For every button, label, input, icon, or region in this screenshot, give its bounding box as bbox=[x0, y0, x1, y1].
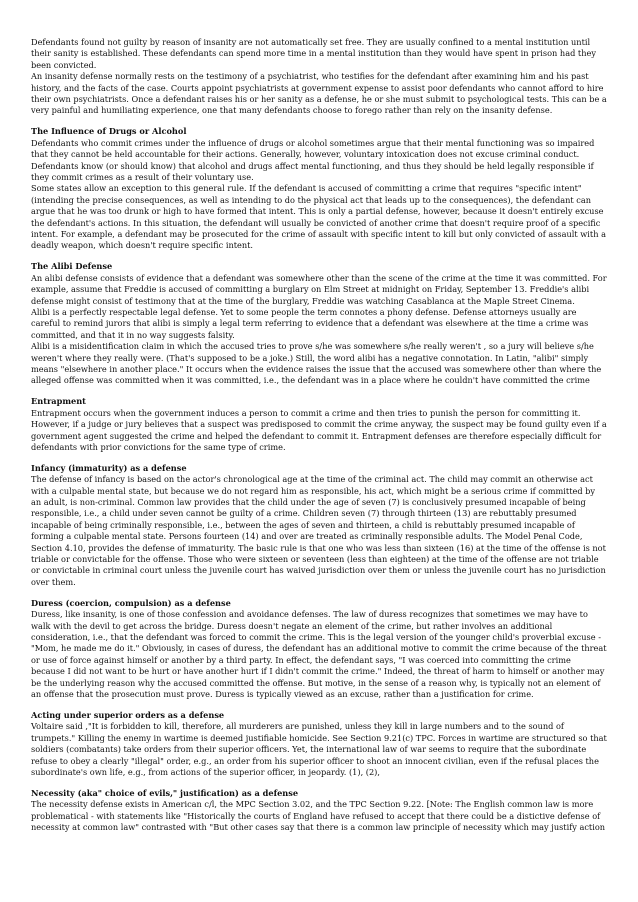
section-infancy bbox=[31, 463, 607, 588]
heading-entrapment: Entrapment bbox=[31, 396, 86, 407]
heading-necessity: Necessity (aka" choice of evils," justification) as a defense bbox=[31, 787, 299, 798]
paragraph-alibi-1: An alibi defense consists of evidence that a defendant was somewhere other than the scene of the crime at the time it was committed. For example, assume that Freddie is accused of committing a burglary on Elm Street at midnight on Friday, September 13. Freddie's alibi defense might consist of testimony that at the time of the burglary, Freddie was watching Casablanca at the Maple Street Cinema. bbox=[31, 272, 607, 306]
section-superior-orders bbox=[31, 710, 607, 778]
paragraph-alibi-2: Alibi is a perfectly respectable legal defense. Yet to some people the term connotes a phony defense. Defense attorneys usually are careful to remind jurors that alibi is simply a legal term referring to evidence that a defendant was elsewhere at the time a crime was committed, and that it in no way suggests falsity. bbox=[31, 306, 589, 340]
heading-duress: Duress (coercion, compulsion) as a defense bbox=[31, 597, 231, 608]
paragraph-insanity-psychiatrist: An insanity defense normally rests on the testimony of a psychiatrist, who testifies for the defendant after examining him and his past history, and the facts of the case. Courts appoint psychiatrists at government expense to assist poor defendants who cannot afford to hire their own psychiatrists. Once a defendant raises his or her sanity as a defense, he or she must submit to psychological tests. This can be a very painful and humiliating experience, one that many defendants choose to forego rather than rely on the insanity defense. bbox=[31, 71, 607, 116]
intro-section bbox=[31, 37, 607, 117]
heading-alibi: The Alibi Defense bbox=[31, 261, 113, 272]
paragraph-superior-orders-1: Voltaire said ,"It is forbidden to kill, therefore, all murderers are punished, unless they kill in large numbers and to the sound of trumpets." Killing the enemy in wartime is deemed justifiable homicide. See Section 9.21(c) TPC. Forces in wartime are structured so that soldiers (combatants) take orders from their superior officers. Yet, the international law of war seems to require that the subordinate refuse to obey a clearly "illegal" order, e.g., an order from his superior officer to shoot an innocent civilian, even if the refusal places the subordinate's own life, e.g., from actions of the superior officer, in jeopardy. (1), (2), bbox=[31, 721, 607, 777]
paragraph-alibi-3: Alibi is a misidentification claim in which the accused tries to prove s/he was somewhere s/he really weren't , so a jury will believe s/he weren't where they really were. (That's supposed to be a joke.) Still, the word alibi has a negative connotation. In Latin, "alibi" simply means "elsewhere in another place." It occurs when the evidence raises the issue that the accused was somewhere other than where the alleged offense was committed when it was committed, i.e., the defendant was in a place where he couldn't have committed the crime bbox=[31, 341, 602, 386]
paragraph-entrapment-1: Entrapment occurs when the government induces a person to commit a crime and then tries to punish the person for committing it. However, if a judge or jury believes that a suspect was predisposed to commit the crime anyway, the suspect may be found guilty even if a government agent suggested the crime and helped the defendant to commit it. Entrapment defenses are therefore especially difficult for defendants with prior convictions for the same type of crime. bbox=[31, 407, 607, 452]
paragraph-drugs-2: Some states allow an exception to this general rule. If the defendant is accused of committing a crime that requires "specific intent" (intending the precise consequences, as well as intending to do the physical act that leads up to the consequences), the defendant can argue that he was too drunk or high to have formed that intent. This is only a partial defense, however, because it doesn't entirely excuse the defendant's actions. In this situation, the defendant will usually be convicted of another crime that doesn't require proof of a specific intent. For example, a defendant may be prosecuted for the crime of assault with specific intent to kill but only convicted of assault with a deadly weapon, which doesn't require specific intent. bbox=[31, 183, 606, 251]
paragraph-duress-1: Duress, like insanity, is one of those confession and avoidance defenses. The law of duress recognizes that sometimes we may have to walk with the devil to get across the bridge. Duress doesn't negate an element of the crime, but rather involves an additional consideration, i.e., that the defendant was forced to commit the crime. This is the legal version of the younger child's proverbial excuse - "Mom, he made me do it." Obviously, in cases of duress, the defendant has an additional motive to commit the crime because of the threat or use of force against himself or another by a third party. In effect, the defendant says, "I was coerced into committing the crime because I did not want to be hurt or have another hurt if I didn't commit the crime." Indeed, the threat of harm to himself or another may be the underlying reason why the accused committed the offense. But motive, in the sense of a reason why, is typically not an element of an offense that the prosecution must prove. Duress is typically viewed as an excuse, rather than a justification for crime. bbox=[31, 609, 607, 700]
section-alibi bbox=[31, 261, 607, 386]
heading-infancy: Infancy (immaturity) as a defense bbox=[31, 462, 187, 473]
heading-superior-orders: Acting under superior orders as a defense bbox=[31, 709, 225, 720]
section-drugs-alcohol bbox=[31, 126, 607, 251]
section-necessity bbox=[31, 788, 607, 834]
heading-drugs-alcohol: The Influence of Drugs or Alcohol bbox=[31, 126, 187, 137]
paragraph-drugs-1: Defendants who commit crimes under the influence of drugs or alcohol sometimes argue that their mental functioning was so impaired that they cannot be held accountable for their actions. Generally, however, voluntary intoxication does not excuse criminal conduct. Defendants know (or should know) that alcohol and drugs affect mental functioning, and thus they should be held legally responsible if they commit crimes as a result of their voluntary use. bbox=[31, 137, 595, 182]
paragraph-infancy-1: The defense of infancy is based on the actor's chronological age at the time of the criminal act. The child may commit an otherwise act with a culpable mental state, but because we do not regard him as responsible, his act, which might be a serious crime if committed by an adult, is non-criminal. Common law provides that the child under the age of seven (7) is conclusively presumed incapable of being responsible, i.e., a child under seven cannot be guilty of a crime. Children seven (7) through thirteen (13) are rebuttably presumed incapable of being criminally responsible, i.e., between the ages of seven and thirteen, a child is rebuttably presumed incapable of forming a culpable mental state. Persons fourteen (14) and over are treated as criminally responsible adults. The Model Penal Code, Section 4.10, provides the defense of immaturity. The basic rule is that one who was less than sixteen (16) at the time of the offense is not triable or convictable for the offense. Those who were sixteen or seventeen (less than eighteen) at the time of the offense are not triable or convictable in criminal court unless the juvenile court has waived jurisdiction over them or unless the juvenile court has no jurisdiction over them. bbox=[31, 474, 606, 587]
section-duress bbox=[31, 598, 607, 701]
paragraph-insanity-confinement: Defendants found not guilty by reason of insanity are not automatically set free. They are usually confined to a mental institution until their sanity is established. These defendants can spend more time in a mental institution than they would have spent in prison had they been convicted. bbox=[31, 37, 596, 70]
section-entrapment bbox=[31, 396, 607, 453]
paragraph-necessity-1: The necessity defense exists in American c/l, the MPC Section 3.02, and the TPC Section 9.22. [Note: The English common law is more problematical - with statements like "Historically the courts of England have refused to accept that there could be a distictive defense of necessity at common law" contrasted with "But other cases say that there is a common law principle of necessity which may justify action bbox=[31, 799, 606, 833]
